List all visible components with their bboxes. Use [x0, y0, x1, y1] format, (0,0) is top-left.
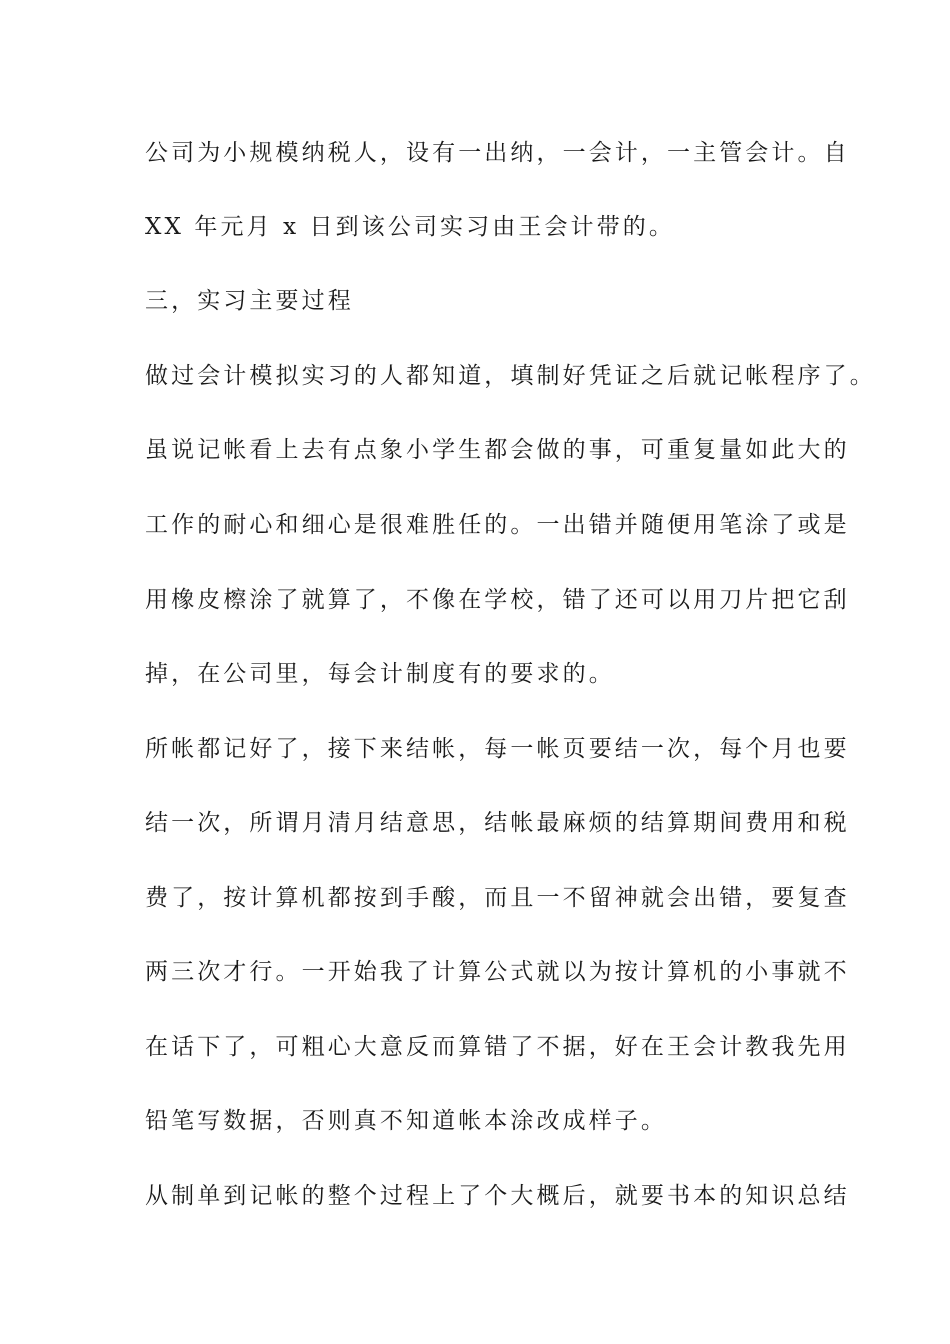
- paragraph-line: 做过会计模拟实习的人都知道，填制好凭证之后就记帐程序了。: [145, 363, 876, 389]
- section-heading: 三，实习主要过程: [145, 288, 354, 314]
- paragraph-line: 结一次，所谓月清月结意思，结帐最麻烦的结算期间费用和税: [145, 810, 850, 836]
- paragraph-line: 所帐都记好了，接下来结帐，每一帐页要结一次，每个月也要: [145, 736, 850, 762]
- paragraph-line: 用橡皮檫涂了就算了，不像在学校，错了还可以用刀片把它刮: [145, 587, 850, 613]
- paragraph-line: 费了，按计算机都按到手酸，而且一不留神就会出错，要复查: [145, 885, 850, 911]
- paragraph-line: 两三次才行。一开始我了计算公式就以为按计算机的小事就不: [145, 959, 850, 985]
- paragraph-line: XX 年元月 x 日到该公司实习由王会计带的。: [145, 214, 675, 240]
- paragraph-line: 公司为小规模纳税人，设有一出纳，一会计，一主管会计。自: [145, 140, 850, 166]
- paragraph-line: 在话下了，可粗心大意反而算错了不据，好在王会计教我先用: [145, 1034, 850, 1060]
- paragraph-line: 从制单到记帐的整个过程上了个大概后，就要书本的知识总结: [145, 1183, 850, 1209]
- paragraph-line: 虽说记帐看上去有点象小学生都会做的事，可重复量如此大的: [145, 437, 850, 463]
- paragraph-line: 掉，在公司里，每会计制度有的要求的。: [145, 661, 615, 687]
- paragraph-line: 铅笔写数据，否则真不知道帐本涂改成样子。: [145, 1108, 667, 1134]
- paragraph-line: 工作的耐心和细心是很难胜任的。一出错并随便用笔涂了或是: [145, 512, 850, 538]
